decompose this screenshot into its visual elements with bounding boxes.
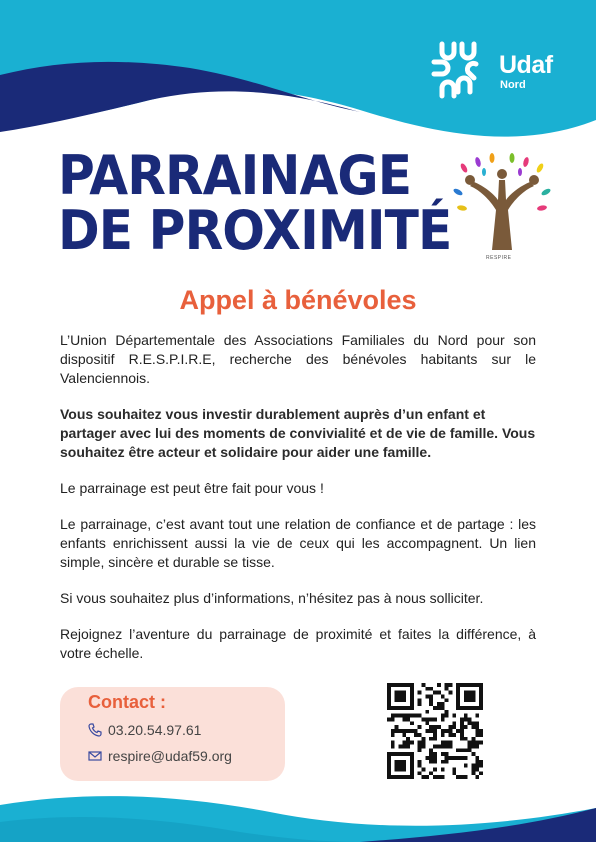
brand-name: Udaf [499,51,553,79]
paragraph-short: Le parrainage est peut être fait pour vous ! [60,480,324,496]
body-text [60,331,536,680]
tree-logo-icon [452,150,552,262]
contact-box [60,687,285,781]
contact-phone[interactable]: 03.20.54.97.61 [108,722,202,738]
paragraph-join: Rejoignez l’aventure du parrainage de proximité et faites la différence, à votre échelle. [60,626,536,661]
paragraph-call: Vous souhaitez vous investir durablement auprès d’un enfant et partager avec lui des moments de convivialité et de vie de famille. Vous souhaitez être acteur et solidaire pour aider une famille. [60,406,536,460]
contact-email[interactable]: respire@udaf59.org [108,748,232,764]
paragraph-info: Si vous souhaitez plus d’informations, n’hésitez pas à nous solliciter. [60,590,484,606]
contact-phone-row [88,722,201,738]
contact-email-row [88,748,232,764]
qr-code-icon[interactable] [387,683,483,779]
phone-icon [88,723,102,737]
title-line-1: PARRAINAGE [58,144,412,207]
mail-icon [88,750,102,762]
subtitle: Appel à bénévoles [179,285,417,315]
title-line-2: DE PROXIMITÉ [58,199,452,262]
paragraph-definition: Le parrainage, c’est avant tout une relation de confiance et de partage : les enfants enrichissent aussi la vie de ceux qui les accompagnent. Un lien simple, sincère et durable se tisse. [60,516,536,570]
tree-caption: RESPIRE [486,255,512,261]
brand-region: Nord [500,79,526,91]
contact-heading: Contact : [88,692,166,712]
paragraph-intro: L’Union Départementale des Associations Familiales du Nord pour son dispositif R.E.S.P.I.R.E, recherche des bénévoles habitants sur le Valenciennois. [60,332,536,386]
page-title [58,144,452,262]
